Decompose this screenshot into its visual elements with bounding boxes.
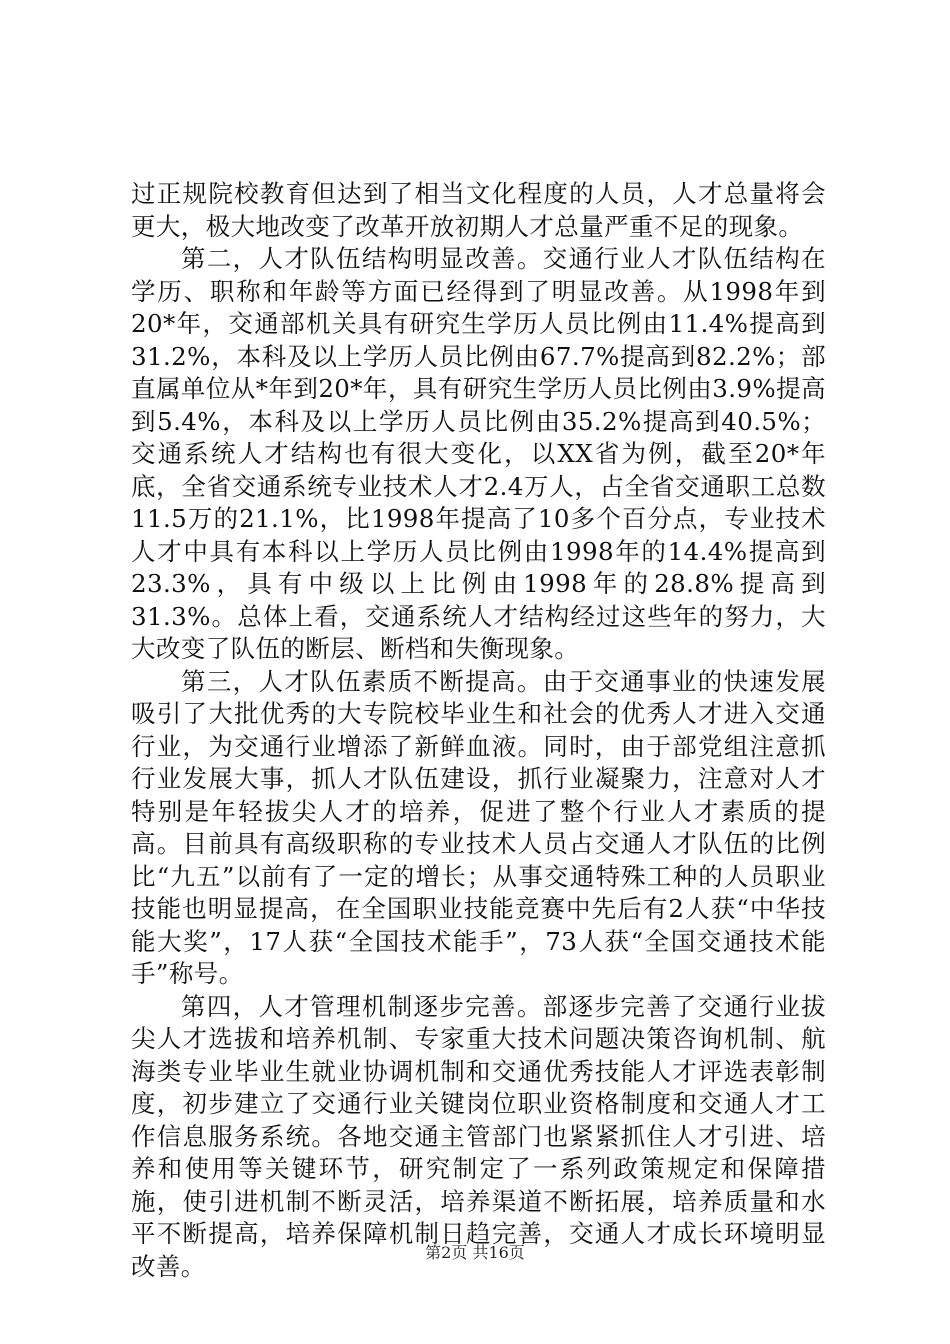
document-body [131,178,826,1283]
paragraph-continuation: 过正规院校教育但达到了相当文化程度的人员，人才总量将会更大，极大地改变了改革开放初期人才总量严重不足的现象。 [131,179,826,241]
paragraph-structure-improvement: 第二，人才队伍结构明显改善。交通行业人才队伍结构在学历、职称和年龄等方面已经得到了明显改善。从1998年到20*年，交通部机关具有研究生学历人员比例由11.4%提高到31.2%，本科及以上学历人员比例由67.7%提高到82.2%；部直属单位从*年到20*年，具有研究生学历人员比例由3.9%提高到5.4%，本科及以上学历人员比例由35.2%提高到40.5%；交通系统人才结构也有很大变化，以XX省为例，截至20*年底，全省交通系统专业技术人才2.4万人，占全省交通职工总数11.5万的21.1%，比1998年提高了10多个百分点，专业技术人才中具有本科以上学历人员比例由1998年的14.4%提高到23.3%，具有中级以上比例由1998年的28.8%提高到31.3%。总体上看，交通系统人才结构经过这些年的努力，大大改变了队伍的断层、断档和失衡现象。 [131,244,826,663]
paragraph-quality-improvement: 第三，人才队伍素质不断提高。由于交通事业的快速发展吸引了大批优秀的大专院校毕业生和社会的优秀人才进入交通行业，为交通行业增添了新鲜血液。同时，由于部党组注意抓行业发展大事，抓人才队伍建设，抓行业凝聚力，注意对人才特别是年轻拔尖人才的培养，促进了整个行业人才素质的提高。目前具有高级职称的专业技术人员占交通人才队伍的比例比“九五”以前有了一定的增长；从事交通特殊工种的人员职业技能也明显提高，在全国职业技能竞赛中先后有2人获“中华技能大奖”，17人获“全国技术能手”，73人获“全国交通技术能手”称号。 [131,666,826,988]
page-number-footer: 第2页 共16页 [425,1243,525,1262]
paragraph-management-mechanism: 第四，人才管理机制逐步完善。部逐步完善了交通行业拔尖人才选拔和培养机制、专家重大技术问题决策咨询机制、航海类专业毕业生就业协调机制和交通优秀技能人才评选表彰制度，初步建立了交通行业关键岗位职业资格制度和交通人才工作信息服务系统。各地交通主管部门也紧紧抓住人才引进、培养和使用等关键环节，研究制定了一系列政策规定和保障措施，使引进机制不断灵活，培养渠道不断拓展，培养质量和水平不断提高，培养保障机制日趋完善，交通人才成长环境明显改善。 [131,991,826,1281]
